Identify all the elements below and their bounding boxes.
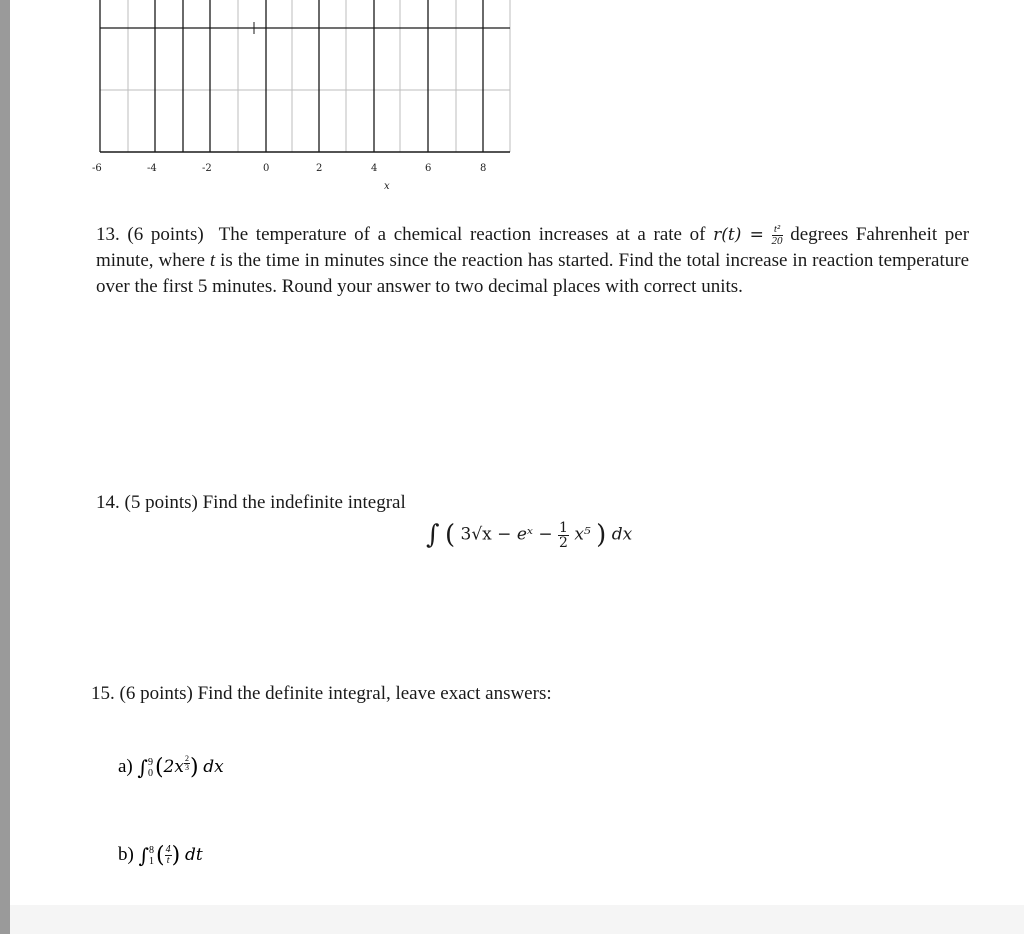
major-grid-lines bbox=[100, 0, 510, 152]
minus-sign: − bbox=[538, 524, 558, 545]
exp-num: 2 bbox=[184, 754, 189, 763]
x-tick-label: -2 bbox=[202, 163, 212, 174]
close-paren: ) bbox=[189, 755, 199, 780]
differential: dt bbox=[184, 844, 203, 865]
integral-sign: ∫ bbox=[137, 755, 148, 780]
q13-frac-den: 20 bbox=[771, 235, 783, 248]
integral-limits bbox=[148, 757, 153, 779]
q13-text-b: degrees Fahrenheit per minute, where bbox=[96, 224, 970, 271]
x-axis-label: x bbox=[384, 181, 390, 192]
integral-limits bbox=[149, 845, 154, 867]
integral-sign: ∫ bbox=[138, 843, 149, 868]
exp-den: 3 bbox=[184, 763, 189, 772]
open-paren: ( bbox=[156, 843, 165, 868]
q13-text-c: is the time in minutes since the reaction has started. Find the total increase in reaction temperature over the first 5 minutes. Round your answer to two decimal places with correct units. bbox=[96, 250, 970, 297]
frac-num: 4 bbox=[165, 844, 171, 855]
upper-limit: 9 bbox=[147, 756, 153, 768]
half-fraction bbox=[558, 521, 569, 550]
integral-sign: ∫ bbox=[426, 520, 440, 550]
lower-limit: 0 bbox=[147, 767, 153, 779]
question-15-label: 15. (6 points) Find the definite integral, leave exact answers: bbox=[91, 683, 552, 704]
q14-integral bbox=[426, 520, 632, 550]
graph-grid bbox=[0, 0, 1024, 200]
frac-den: 2 bbox=[559, 534, 568, 551]
base-term: 2x bbox=[163, 756, 184, 777]
q13-points: (6 points) bbox=[127, 224, 204, 245]
frac-num: 1 bbox=[559, 519, 568, 536]
x-tick-labels bbox=[92, 163, 486, 174]
q13-function: r(t) = bbox=[713, 225, 764, 245]
page-bottom-edge bbox=[10, 905, 1024, 934]
q15-part-a bbox=[118, 755, 224, 780]
x-tick-label: 0 bbox=[263, 163, 270, 174]
open-paren: ( bbox=[154, 755, 164, 780]
grid-lines bbox=[100, 0, 510, 152]
term-power: x⁵ bbox=[574, 524, 591, 545]
term-exp: eˣ bbox=[516, 524, 533, 545]
q15-part-b bbox=[118, 843, 203, 868]
question-13 bbox=[96, 222, 969, 300]
q13-fraction bbox=[772, 224, 783, 247]
x-tick-label: 2 bbox=[316, 163, 323, 174]
q13-var-t: t bbox=[209, 250, 216, 271]
differential: dx bbox=[203, 756, 224, 777]
open-paren: ( bbox=[444, 520, 456, 550]
lower-limit: 1 bbox=[149, 855, 154, 867]
x-tick-label: 6 bbox=[425, 163, 432, 174]
four-over-t-fraction bbox=[165, 845, 172, 866]
q13-number: 13. bbox=[96, 224, 120, 245]
x-tick-label: -4 bbox=[147, 163, 157, 174]
close-paren: ) bbox=[596, 520, 607, 550]
q13-frac-num: t² bbox=[772, 224, 783, 236]
part-b-label: b) bbox=[118, 843, 134, 865]
question-14-label: 14. (5 points) Find the indefinite integral bbox=[96, 492, 406, 513]
x-tick-label: 4 bbox=[371, 163, 378, 174]
differential: dx bbox=[611, 524, 633, 545]
close-paren: ) bbox=[171, 843, 181, 868]
upper-limit: 8 bbox=[149, 844, 154, 856]
x-tick-label: -6 bbox=[92, 163, 102, 174]
x-tick-label: 8 bbox=[480, 163, 487, 174]
frac-den: t bbox=[166, 855, 170, 866]
part-a-label: a) bbox=[118, 755, 133, 777]
term-sqrt: 3√x bbox=[460, 524, 492, 545]
q13-text-a: The temperature of a chemical reaction increases at a rate of bbox=[218, 224, 706, 245]
minus-sign: − bbox=[497, 524, 517, 545]
